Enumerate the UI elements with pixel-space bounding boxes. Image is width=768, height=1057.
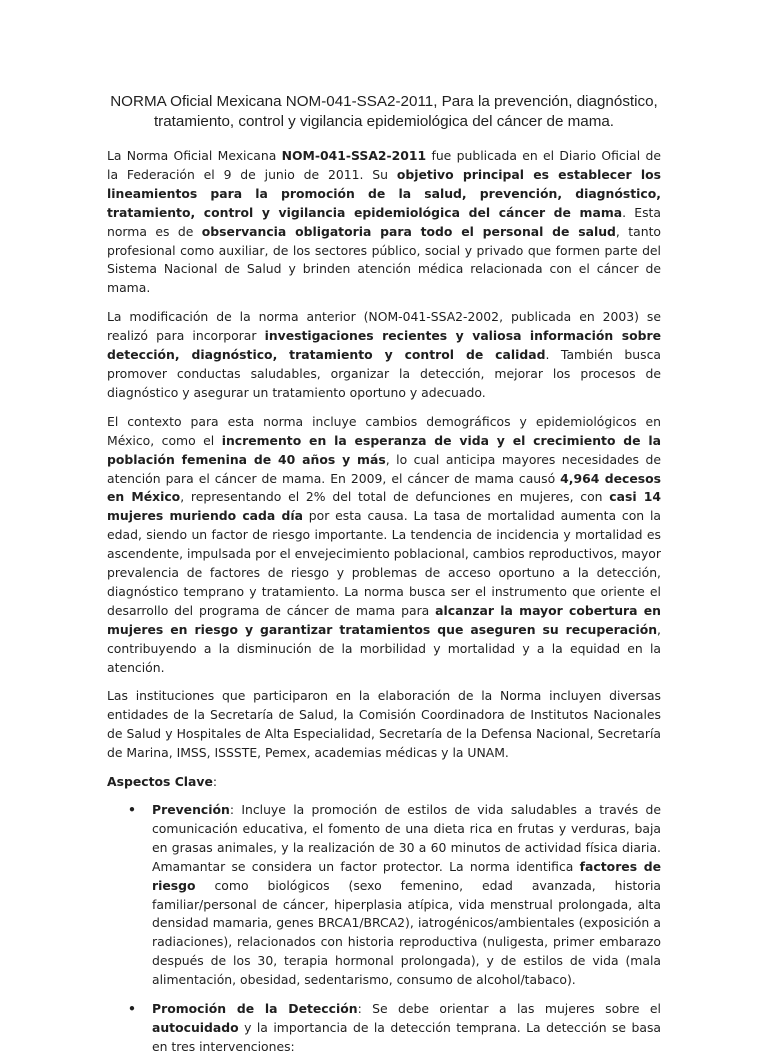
bold-text: autocuidado [152,1019,239,1035]
bold-text: incremento en la esperanza de vida y el crecimiento de la población femenina de 40 años y más [107,432,662,467]
bold-text: investigaciones recientes y valiosa información sobre detección, diagnóstico, tratamiento y control de calidad [107,328,661,363]
body-paragraphs [107,147,661,763]
text-run: La modificación de la norma anterior (NOM-041-SSA2-2002, publicada en 2003) se realizó para incorporar [107,309,661,344]
text-run: , lo cual anticipa mayores necesidades de atención para el cáncer de mama. En 2009, el cáncer de mama causó [107,451,661,486]
text-run: , tanto profesional como auxiliar, de los sectores público, social y privado que formen parte del Sistema Nacional de Salud y brinden atención médica relacionada con el cáncer de mama. [107,223,662,296]
text-run: Las instituciones que participaron en la elaboración de la Norma incluyen diversas entidades de la Secretaría de Salud, la Comisión Coordinadora de Institutos Nacionales de Salud y Hospitales de Alta Especialidad, Secretaría de la Defensa Nacional, Secretaría de Marina, IMSS, ISSSTE, Pemex, academias médicas y la UNAM. [107,688,661,761]
key-aspects-label-colon: : [212,774,218,790]
key-aspect-detection-promotion [107,1000,661,1057]
key-aspects-heading [107,773,661,792]
bold-text: alcanzar la mayor cobertura en mujeres en riesgo y garantizar tratamientos que aseguren su recuperación [107,602,661,637]
text-run: , contribuyendo a la disminución de la morbilidad y mortalidad y a la equidad en la atención. [107,621,661,675]
bold-text: objetivo principal es establecer los lineamientos para la promoción de la salud, prevención, diagnóstico, tratamiento, control y vigilancia epidemiológica del cáncer de mama [107,166,661,220]
bold-text: factores de riesgo [152,858,661,893]
text-run: . Esta norma es de [107,204,661,239]
bold-text: NOM-041-SSA2-2011 [281,148,427,163]
text-run: y la importancia de la detección temprana. La detección se basa en tres intervenciones: [152,1019,661,1054]
key-aspects-label: Aspectos Clave [107,774,213,790]
text-run: fue publicada en el Diario Oficial de la Federación el 9 de junio de 2011. Su [107,148,661,182]
bold-text: Promoción de la Detección [152,1001,358,1017]
paragraph-context [107,413,661,678]
paragraph-modification [107,308,661,403]
document-title: NORMA Oficial Mexicana NOM-041-SSA2-2011, Para la prevención, diagnóstico, tratamiento, control y vigilancia epidemiológica del cáncer de mama. [110,93,658,130]
text-run: como biológicos (sexo femenino, edad avanzada, historia familiar/personal de cáncer, hiperplasia atípica, vida menstrual prolongada, alta densidad mamaria, genes BRCA1/BRCA2), iatrogénicos/ambientales (exposición a radiaciones), relacionados con historia reproductiva (nuligesta, primer embarazo después de los 30, terapia hormonal prolongada), y de estilos de vida (mala alimentación, obesidad, sedentarismo, consumo de alcohol/tabaco). [152,877,661,988]
text-run: . También busca promover conductas saludables, organizar la detección, mejorar los procesos de diagnóstico y asegurar un tratamiento oportuno y adecuado. [107,347,662,400]
text-run: , representando el 2% del total de defunciones en mujeres, con [180,489,610,505]
key-aspect-text [152,802,661,987]
text-run: por esta causa. La tasa de mortalidad aumenta con la edad, siendo un factor de riesgo importante. La tendencia de incidencia y mortalidad es ascendente, impulsada por el envejecimiento poblacional, cambios reproductivos, mayor prevalencia de factores de riesgo y problemas de acceso oportuno a la detección, diagnóstico temprano y tratamiento. La norma busca ser el instrumento que oriente el desarrollo del programa de cáncer de mama para [107,508,661,618]
key-aspect-text [152,1001,661,1054]
paragraph-publication [107,147,661,298]
bold-text: 4,964 decesos en México [107,470,661,505]
text-run: : Se debe orientar a las mujeres sobre el [357,1001,661,1017]
key-aspects-list [107,801,661,1057]
bullet-icon: • [128,1001,136,1017]
bold-text: Prevención [152,802,230,817]
paragraph-institutions [107,687,661,763]
bullet-icon: • [128,802,136,817]
text-run: El contexto para esta norma incluye cambios demográficos y epidemiológicos en México, como el [107,413,661,448]
text-run: La Norma Oficial Mexicana [107,148,282,163]
key-aspect-prevention [107,801,661,990]
bold-text: observancia obligatoria para todo el personal de salud [201,223,616,239]
bold-text: casi 14 mujeres muriendo cada día [107,489,662,524]
text-run: : Incluye la promoción de estilos de vida saludables a través de comunicación educativa, el fomento de una dieta rica en frutas y verduras, baja en grasas animales, y la realización de 30 a 60 minutos de actividad física diaria. Amamantar se considera un factor protector. La norma identifica [152,802,661,874]
